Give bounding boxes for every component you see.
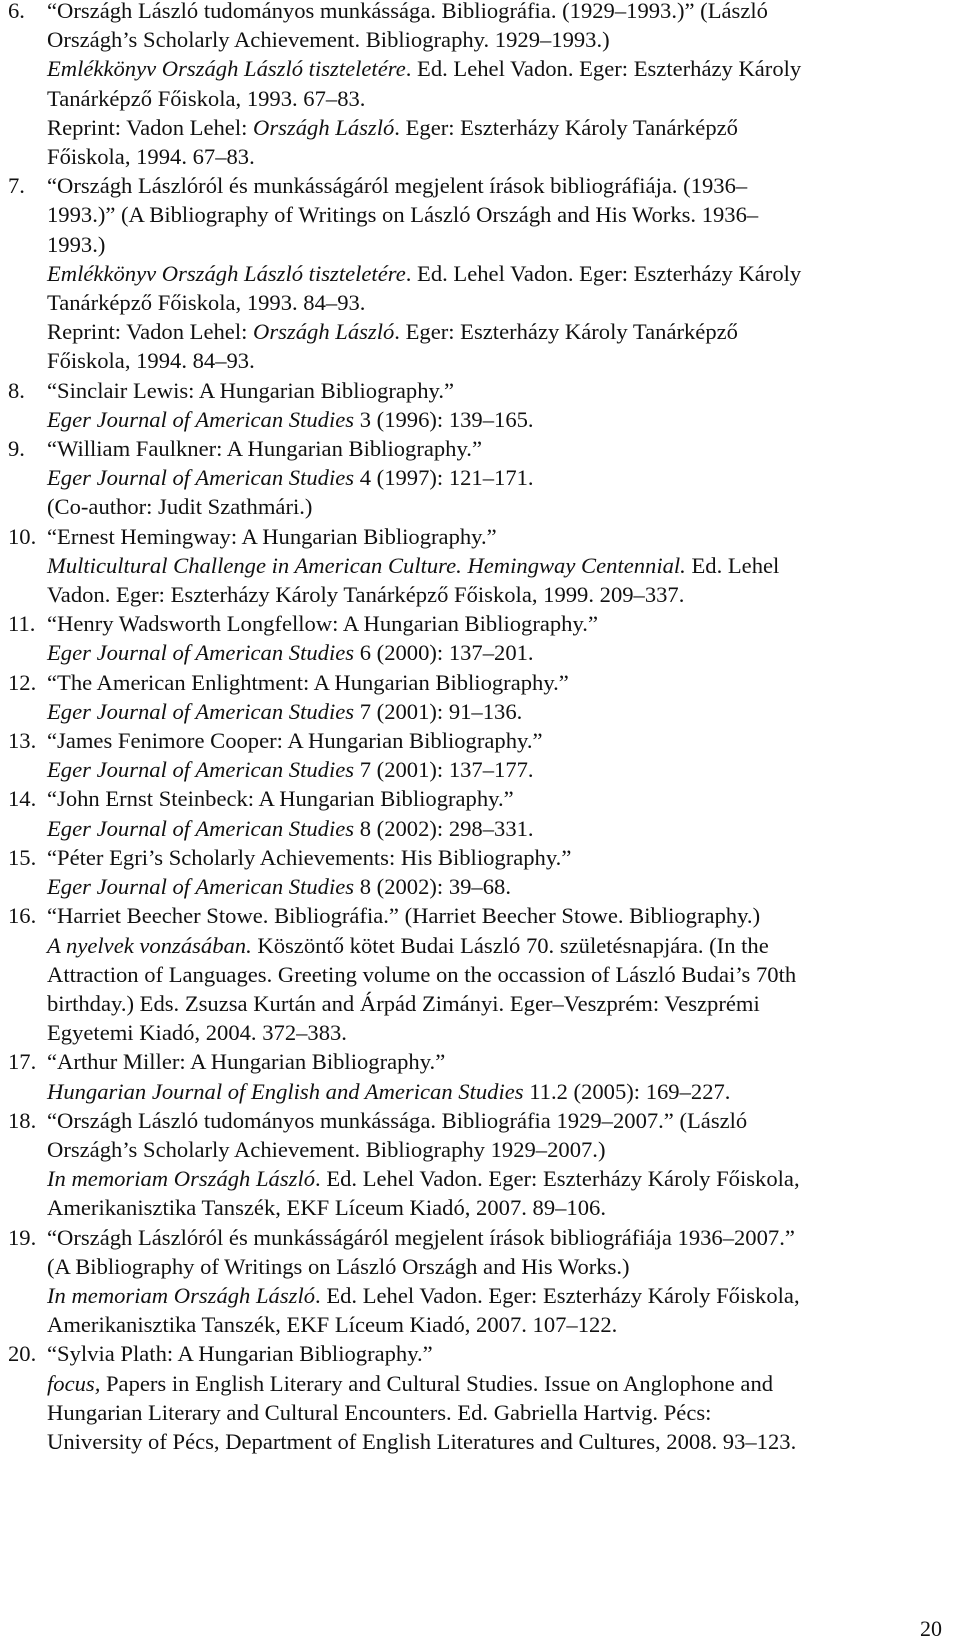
entry-line bbox=[47, 1310, 953, 1339]
entry-line bbox=[47, 726, 953, 755]
entry-text: . Ed. Lehel Vadon. Eger: Eszterházy Károly bbox=[405, 260, 802, 286]
italic-title: Eger Journal of American Studies bbox=[47, 757, 355, 783]
italic-title: In memoriam Országh László bbox=[47, 1282, 316, 1308]
entry-number: 18. bbox=[8, 1107, 37, 1133]
entry-text: . Eger: Eszterházy Károly Tanárképző bbox=[394, 114, 738, 140]
entry-number: 6. bbox=[8, 0, 25, 23]
entry-line bbox=[47, 1339, 953, 1368]
entry-line bbox=[47, 492, 953, 521]
entry-line bbox=[47, 434, 953, 463]
entry-line bbox=[47, 989, 953, 1018]
italic-title: Eger Journal of American Studies bbox=[47, 406, 355, 432]
entry-number: 17. bbox=[8, 1049, 37, 1075]
entry-text: “Ernest Hemingway: A Hungarian Bibliography.” bbox=[47, 523, 497, 549]
entry-text: Reprint: Vadon Lehel: bbox=[47, 114, 254, 140]
entry-text: Egyetemi Kiadó, 2004. 372–383. bbox=[47, 1020, 347, 1046]
entry-line bbox=[47, 901, 953, 930]
entry-text: Vadon. Eger: Eszterházy Károly Tanárképző Főiskola, 1999. 209–337. bbox=[47, 582, 685, 608]
entry-text: 4 (1997): 121–171. bbox=[354, 465, 534, 491]
entry-line bbox=[47, 609, 953, 638]
entry-line bbox=[47, 200, 953, 229]
entry-line bbox=[47, 843, 953, 872]
entry-number: 16. bbox=[8, 903, 37, 929]
entry-line bbox=[47, 1398, 953, 1427]
entry-line bbox=[47, 668, 953, 697]
entry-text: 11.2 (2005): 169–227. bbox=[523, 1078, 731, 1104]
entry-text: Amerikanisztika Tanszék, EKF Líceum Kiadó, 2007. 107–122. bbox=[47, 1312, 618, 1338]
entry-line bbox=[47, 346, 953, 375]
italic-title: Eger Journal of American Studies bbox=[47, 640, 355, 666]
entry-text: 8 (2002): 39–68. bbox=[354, 874, 511, 900]
entry-text: Attraction of Languages. Greeting volume on the occassion of László Budai’s 70th bbox=[47, 961, 797, 987]
entry-line bbox=[47, 1047, 953, 1076]
entry-text: Főiskola, 1994. 84–93. bbox=[47, 348, 255, 374]
entry-line bbox=[47, 1106, 953, 1135]
entry-text: “Országh László tudományos munkássága. Bibliográfia 1929–2007.” (László bbox=[47, 1107, 748, 1133]
entry-text: “Országh Lászlóról és munkásságáról megjelent írások bibliográfiája. (1936– bbox=[47, 173, 748, 199]
entry-text: Tanárképző Főiskola, 1993. 67–83. bbox=[47, 85, 366, 111]
entry-line bbox=[47, 0, 953, 25]
bibliography-entry bbox=[8, 0, 953, 171]
entry-line bbox=[47, 784, 953, 813]
entry-text: (A Bibliography of Writings on László Országh and His Works.) bbox=[47, 1253, 630, 1279]
entry-text: “Sylvia Plath: A Hungarian Bibliography.” bbox=[47, 1341, 433, 1367]
bibliography-entry bbox=[8, 668, 953, 726]
entry-line bbox=[47, 405, 953, 434]
entry-text: . Ed. Lehel Vadon. Eger: Eszterházy Károly Főiskola, bbox=[315, 1282, 800, 1308]
bibliography-list bbox=[8, 0, 953, 1456]
bibliography-entry bbox=[8, 1339, 953, 1456]
italic-title: Multicultural Challenge in American Culture. Hemingway Centennial. bbox=[47, 552, 686, 578]
italic-title: Hungarian Journal of English and American Studies bbox=[47, 1078, 524, 1104]
entry-text: “Országh László tudományos munkássága. Bibliográfia. (1929–1993.)” (László bbox=[47, 0, 768, 23]
entry-text: “Országh Lászlóról és munkásságáról megjelent írások bibliográfiája 1936–2007.” bbox=[47, 1224, 795, 1250]
entry-text: . Ed. Lehel Vadon. Eger: Eszterházy Károly bbox=[405, 56, 802, 82]
entry-line bbox=[47, 230, 953, 259]
entry-number: 13. bbox=[8, 728, 37, 754]
entry-line bbox=[47, 1252, 953, 1281]
entry-line bbox=[47, 84, 953, 113]
entry-number: 11. bbox=[8, 611, 36, 637]
italic-title: Országh László bbox=[253, 114, 395, 140]
entry-text: 1993.) bbox=[47, 231, 106, 257]
entry-text: “Arthur Miller: A Hungarian Bibliography.” bbox=[47, 1049, 446, 1075]
entry-text: Országh’s Scholarly Achievement. Bibliography 1929–2007.) bbox=[47, 1136, 606, 1162]
entry-line bbox=[47, 1223, 953, 1252]
entry-line bbox=[47, 288, 953, 317]
entry-line bbox=[47, 697, 953, 726]
entry-number: 15. bbox=[8, 844, 37, 870]
entry-number: 7. bbox=[8, 173, 25, 199]
entry-line bbox=[47, 113, 953, 142]
bibliography-entry bbox=[8, 434, 953, 522]
entry-line bbox=[47, 1077, 953, 1106]
page-number: 20 bbox=[920, 1616, 942, 1641]
bibliography-entry bbox=[8, 1047, 953, 1105]
italic-title: Eger Journal of American Studies bbox=[47, 874, 355, 900]
entry-number: 20. bbox=[8, 1341, 37, 1367]
italic-title: Emlékkönyv Országh László tiszteletére bbox=[47, 56, 406, 82]
entry-line bbox=[47, 54, 953, 83]
entry-line bbox=[47, 1281, 953, 1310]
entry-text: 8 (2002): 298–331. bbox=[354, 815, 534, 841]
entry-line bbox=[47, 1018, 953, 1047]
bibliography-entry bbox=[8, 609, 953, 667]
entry-line bbox=[47, 931, 953, 960]
italic-title: Eger Journal of American Studies bbox=[47, 465, 355, 491]
bibliography-entry bbox=[8, 901, 953, 1047]
entry-line bbox=[47, 142, 953, 171]
entry-line bbox=[47, 1193, 953, 1222]
entry-text: . Ed. Lehel Vadon. Eger: Eszterházy Károly Főiskola, bbox=[315, 1166, 800, 1192]
entry-number: 8. bbox=[8, 377, 25, 403]
bibliography-entry bbox=[8, 726, 953, 784]
entry-line bbox=[47, 872, 953, 901]
italic-title: In memoriam Országh László bbox=[47, 1166, 316, 1192]
entry-line bbox=[47, 960, 953, 989]
bibliography-entry bbox=[8, 171, 953, 375]
italic-title: Emlékkönyv Országh László tiszteletére bbox=[47, 260, 406, 286]
entry-line bbox=[47, 376, 953, 405]
entry-text: Főiskola, 1994. 67–83. bbox=[47, 144, 255, 170]
entry-text: 1993.)” (A Bibliography of Writings on László Országh and His Works. 1936– bbox=[47, 202, 759, 228]
italic-title: A nyelvek vonzásában. bbox=[47, 932, 252, 958]
entry-text: (Co-author: Judit Szathmári.) bbox=[47, 494, 313, 520]
entry-text: Országh’s Scholarly Achievement. Bibliography. 1929–1993.) bbox=[47, 27, 610, 53]
entry-text: Amerikanisztika Tanszék, EKF Líceum Kiadó, 2007. 89–106. bbox=[47, 1195, 606, 1221]
entry-text: 7 (2001): 137–177. bbox=[354, 757, 534, 783]
entry-number: 14. bbox=[8, 786, 37, 812]
entry-line bbox=[47, 522, 953, 551]
bibliography-entry bbox=[8, 522, 953, 610]
entry-text: “William Faulkner: A Hungarian Bibliography.” bbox=[47, 436, 482, 462]
entry-text: Hungarian Literary and Cultural Encounters. Ed. Gabriella Hartvig. Pécs: bbox=[47, 1399, 712, 1425]
entry-line bbox=[47, 463, 953, 492]
entry-line bbox=[47, 1369, 953, 1398]
entry-text: 6 (2000): 137–201. bbox=[354, 640, 534, 666]
entry-text: “Péter Egri’s Scholarly Achievements: His Bibliography.” bbox=[47, 844, 572, 870]
entry-number: 9. bbox=[8, 436, 25, 462]
entry-line bbox=[47, 259, 953, 288]
entry-text: “Harriet Beecher Stowe. Bibliográfia.” (Harriet Beecher Stowe. Bibliography.) bbox=[47, 903, 761, 929]
entry-text: Reprint: Vadon Lehel: bbox=[47, 319, 254, 345]
entry-text: . Eger: Eszterházy Károly Tanárképző bbox=[394, 319, 738, 345]
entry-line bbox=[47, 1427, 953, 1456]
entry-text: “John Ernst Steinbeck: A Hungarian Bibliography.” bbox=[47, 786, 514, 812]
entry-text: “Henry Wadsworth Longfellow: A Hungarian Bibliography.” bbox=[47, 611, 598, 637]
entry-line bbox=[47, 1135, 953, 1164]
entry-text: University of Pécs, Department of English Literatures and Cultures, 2008. 93–123. bbox=[47, 1428, 797, 1454]
bibliography-entry bbox=[8, 843, 953, 901]
entry-text: 7 (2001): 91–136. bbox=[354, 698, 523, 724]
entry-text: 3 (1996): 139–165. bbox=[354, 406, 534, 432]
entry-number: 10. bbox=[8, 523, 37, 549]
entry-text: “The American Enlightment: A Hungarian Bibliography.” bbox=[47, 669, 569, 695]
entry-line bbox=[47, 1164, 953, 1193]
bibliography-entry bbox=[8, 784, 953, 842]
entry-line bbox=[47, 580, 953, 609]
entry-line bbox=[47, 317, 953, 346]
entry-line bbox=[47, 25, 953, 54]
entry-text: birthday.) Eds. Zsuzsa Kurtán and Árpád Zimányi. Eger–Veszprém: Veszprémi bbox=[47, 990, 760, 1016]
bibliography-entry bbox=[8, 1106, 953, 1223]
entry-text: “James Fenimore Cooper: A Hungarian Bibliography.” bbox=[47, 728, 543, 754]
entry-text: Papers in English Literary and Cultural Studies. Issue on Anglophone and bbox=[100, 1370, 774, 1396]
italic-title: Eger Journal of American Studies bbox=[47, 815, 355, 841]
entry-line bbox=[47, 814, 953, 843]
entry-text: Köszöntő kötet Budai László 70. születésnapjára. (In the bbox=[251, 932, 769, 958]
entry-line bbox=[47, 551, 953, 580]
bibliography-entry bbox=[8, 1223, 953, 1340]
italic-title: Országh László bbox=[253, 319, 395, 345]
italic-title: Eger Journal of American Studies bbox=[47, 698, 355, 724]
entry-text: Tanárképző Főiskola, 1993. 84–93. bbox=[47, 290, 366, 316]
entry-number: 12. bbox=[8, 669, 37, 695]
entry-line bbox=[47, 638, 953, 667]
italic-title: focus, bbox=[47, 1370, 101, 1396]
entry-number: 19. bbox=[8, 1224, 37, 1250]
entry-line bbox=[47, 171, 953, 200]
entry-text: Ed. Lehel bbox=[685, 552, 780, 578]
bibliography-entry bbox=[8, 376, 953, 434]
entry-line bbox=[47, 755, 953, 784]
entry-text: “Sinclair Lewis: A Hungarian Bibliography.” bbox=[47, 377, 455, 403]
